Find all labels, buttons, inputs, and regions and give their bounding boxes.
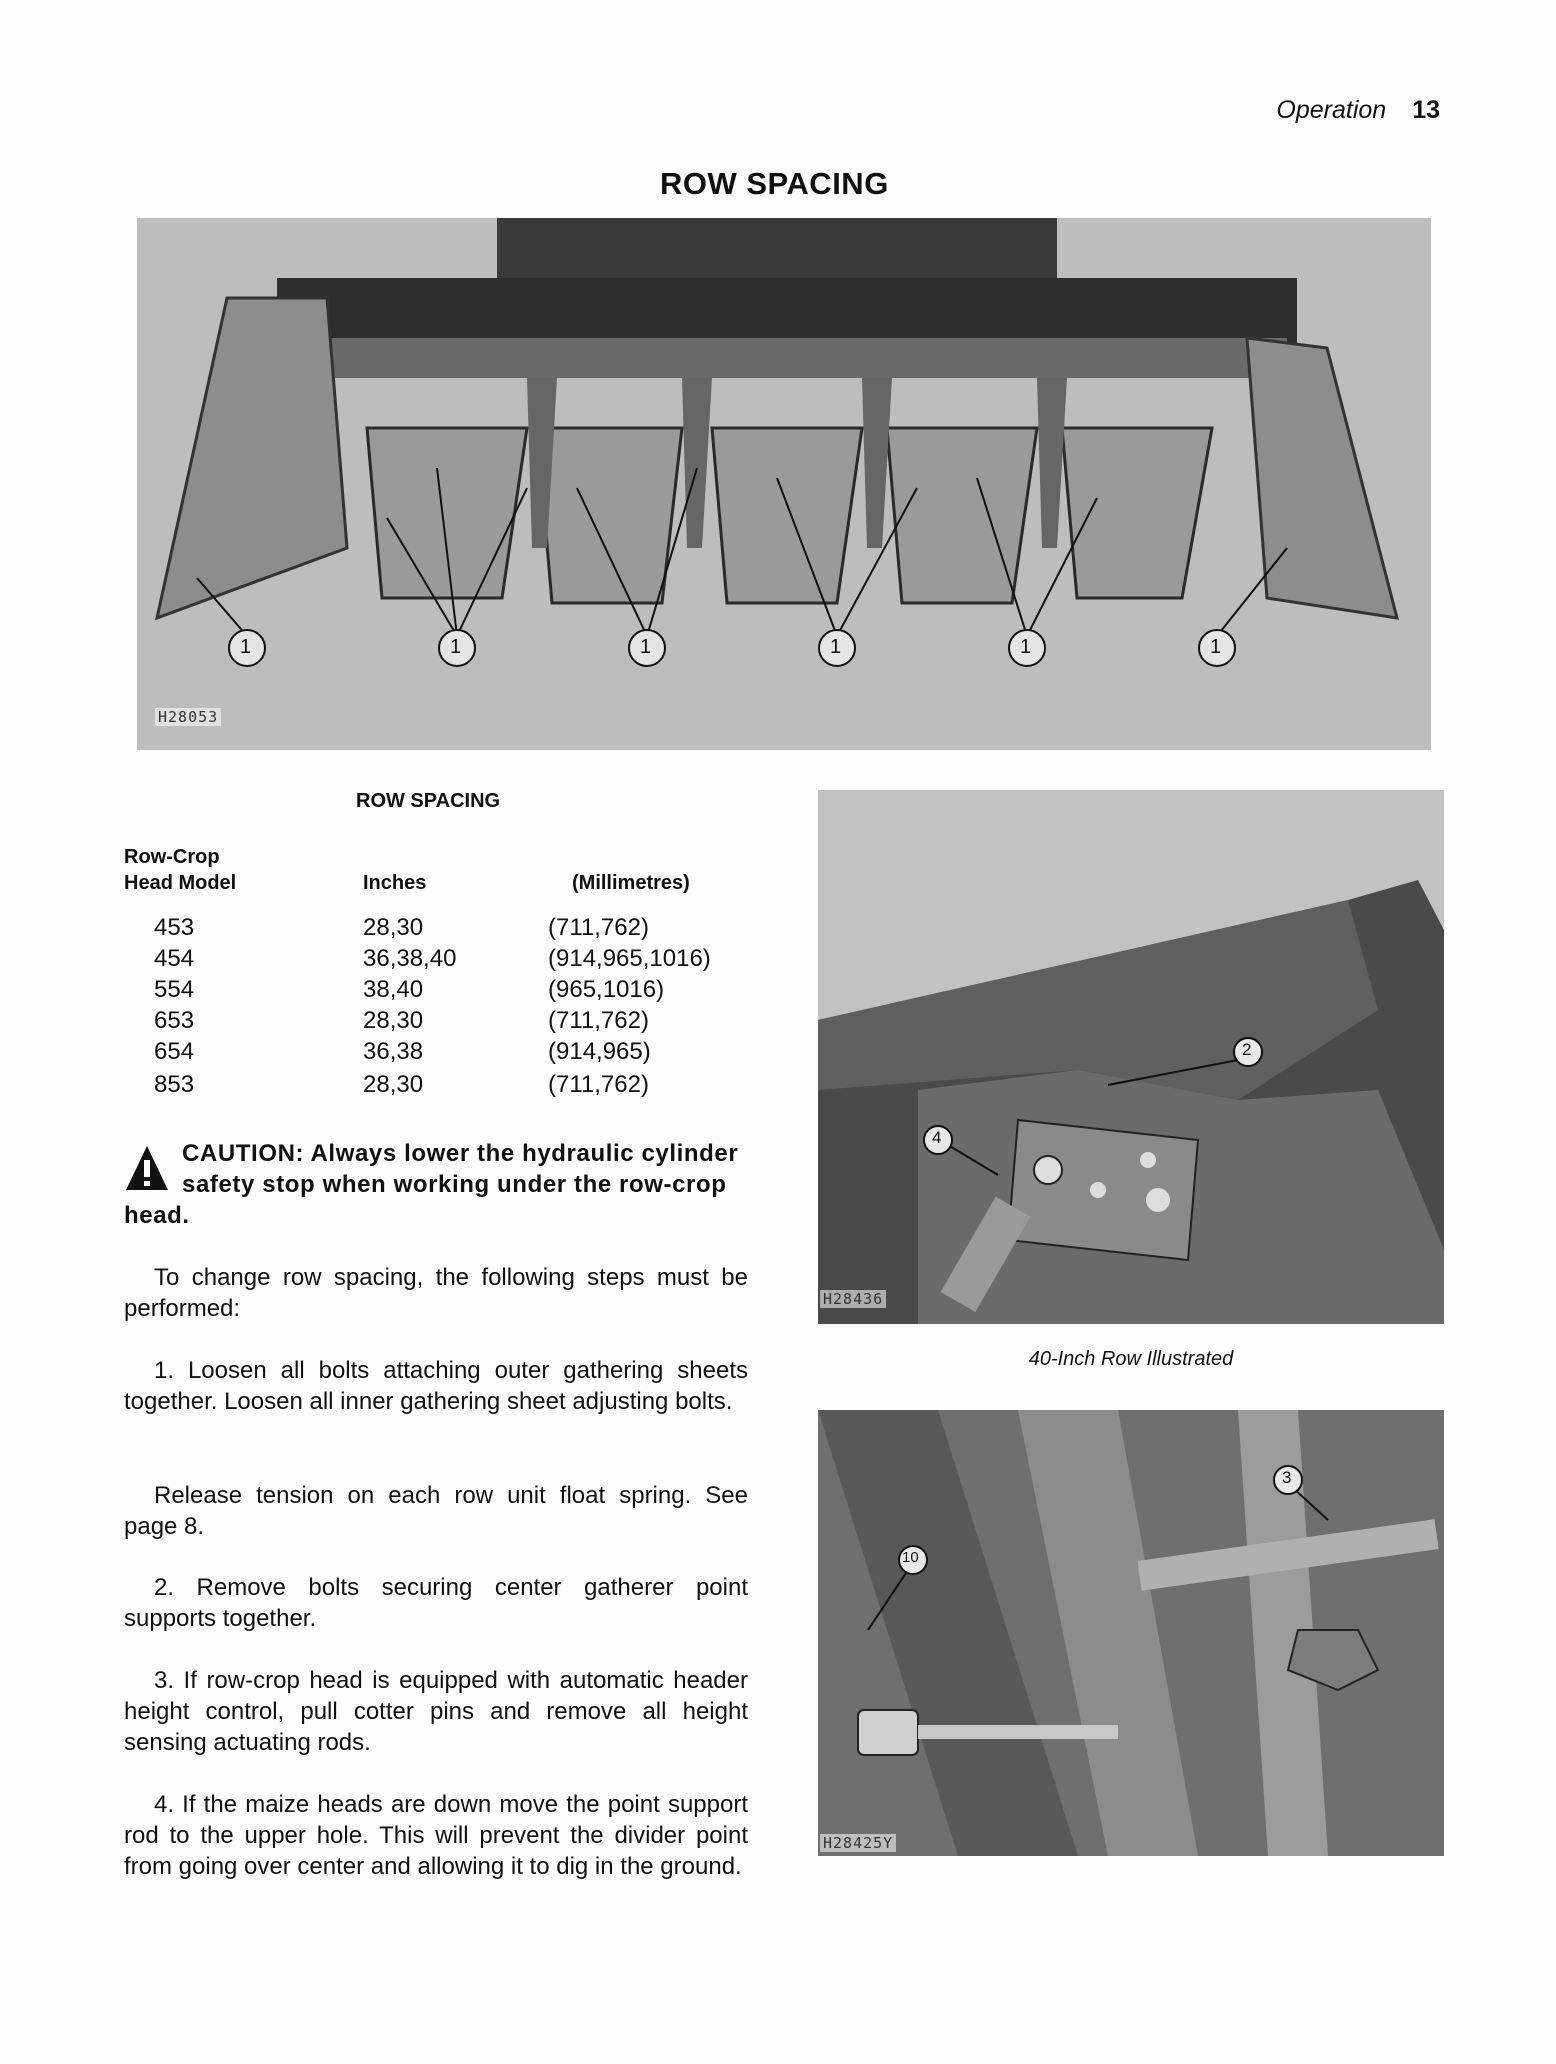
page-title: ROW SPACING — [660, 166, 889, 201]
height-sensing-rod-photo — [818, 1410, 1444, 1856]
caution-notice — [124, 1138, 748, 1231]
paragraph-intro: To change row spacing, the following steps must be performed: — [124, 1264, 748, 1322]
callout-1-f: 1 — [1210, 636, 1222, 658]
callout-1-d: 1 — [830, 636, 842, 658]
callout-1-b: 1 — [450, 636, 462, 658]
column-header-model: Row-Crop Head Model — [124, 846, 237, 894]
callout-3: 3 — [1282, 1468, 1292, 1487]
page-number: 13 — [1412, 96, 1440, 124]
paragraph-step-1: 1. Loosen all bolts attaching outer gathering sheets together. Loosen all inner gathering sheet adjusting bolts. — [124, 1357, 748, 1415]
photo-code: H28425Y — [820, 1834, 896, 1852]
photo-caption: 40-Inch Row Illustrated — [1028, 1348, 1234, 1370]
callout-1-c: 1 — [640, 636, 652, 658]
gatherer-point-photo — [818, 790, 1444, 1324]
column-header-inches: Inches — [363, 872, 427, 894]
callout-1-a: 1 — [240, 636, 252, 658]
callout-4: 4 — [932, 1128, 942, 1147]
paragraph-step-4: 4. If the maize heads are down move the point support rod to the upper hole. This will prevent the divider point from going over center and allowing it to dig in the ground. — [124, 1791, 748, 1880]
caution-text: CAUTION: Always lower the hydraulic cylinder safety stop when working under the row-crop head. — [124, 1140, 739, 1229]
section-name: Operation — [1276, 96, 1387, 124]
callout-2: 2 — [1242, 1040, 1252, 1059]
photo-code: H28053 — [155, 708, 221, 726]
photo-code: H28436 — [820, 1290, 886, 1308]
row-crop-head-photo — [137, 218, 1431, 750]
warning-triangle-icon — [124, 1144, 170, 1192]
paragraph-float-spring: Release tension on each row unit float spring. See page 8. — [124, 1482, 748, 1540]
paragraph-step-2: 2. Remove bolts securing center gatherer point supports together. — [124, 1574, 748, 1632]
callout-10: 10 — [902, 1549, 919, 1566]
column-header-mm: (Millimetres) — [572, 872, 690, 894]
running-header — [1276, 96, 1440, 125]
callout-1-e: 1 — [1020, 636, 1032, 658]
paragraph-step-3: 3. If row-crop head is equipped with automatic header height control, pull cotter pins and remove all height sensing actuating rods. — [124, 1667, 748, 1756]
table-title: ROW SPACING — [356, 790, 501, 812]
